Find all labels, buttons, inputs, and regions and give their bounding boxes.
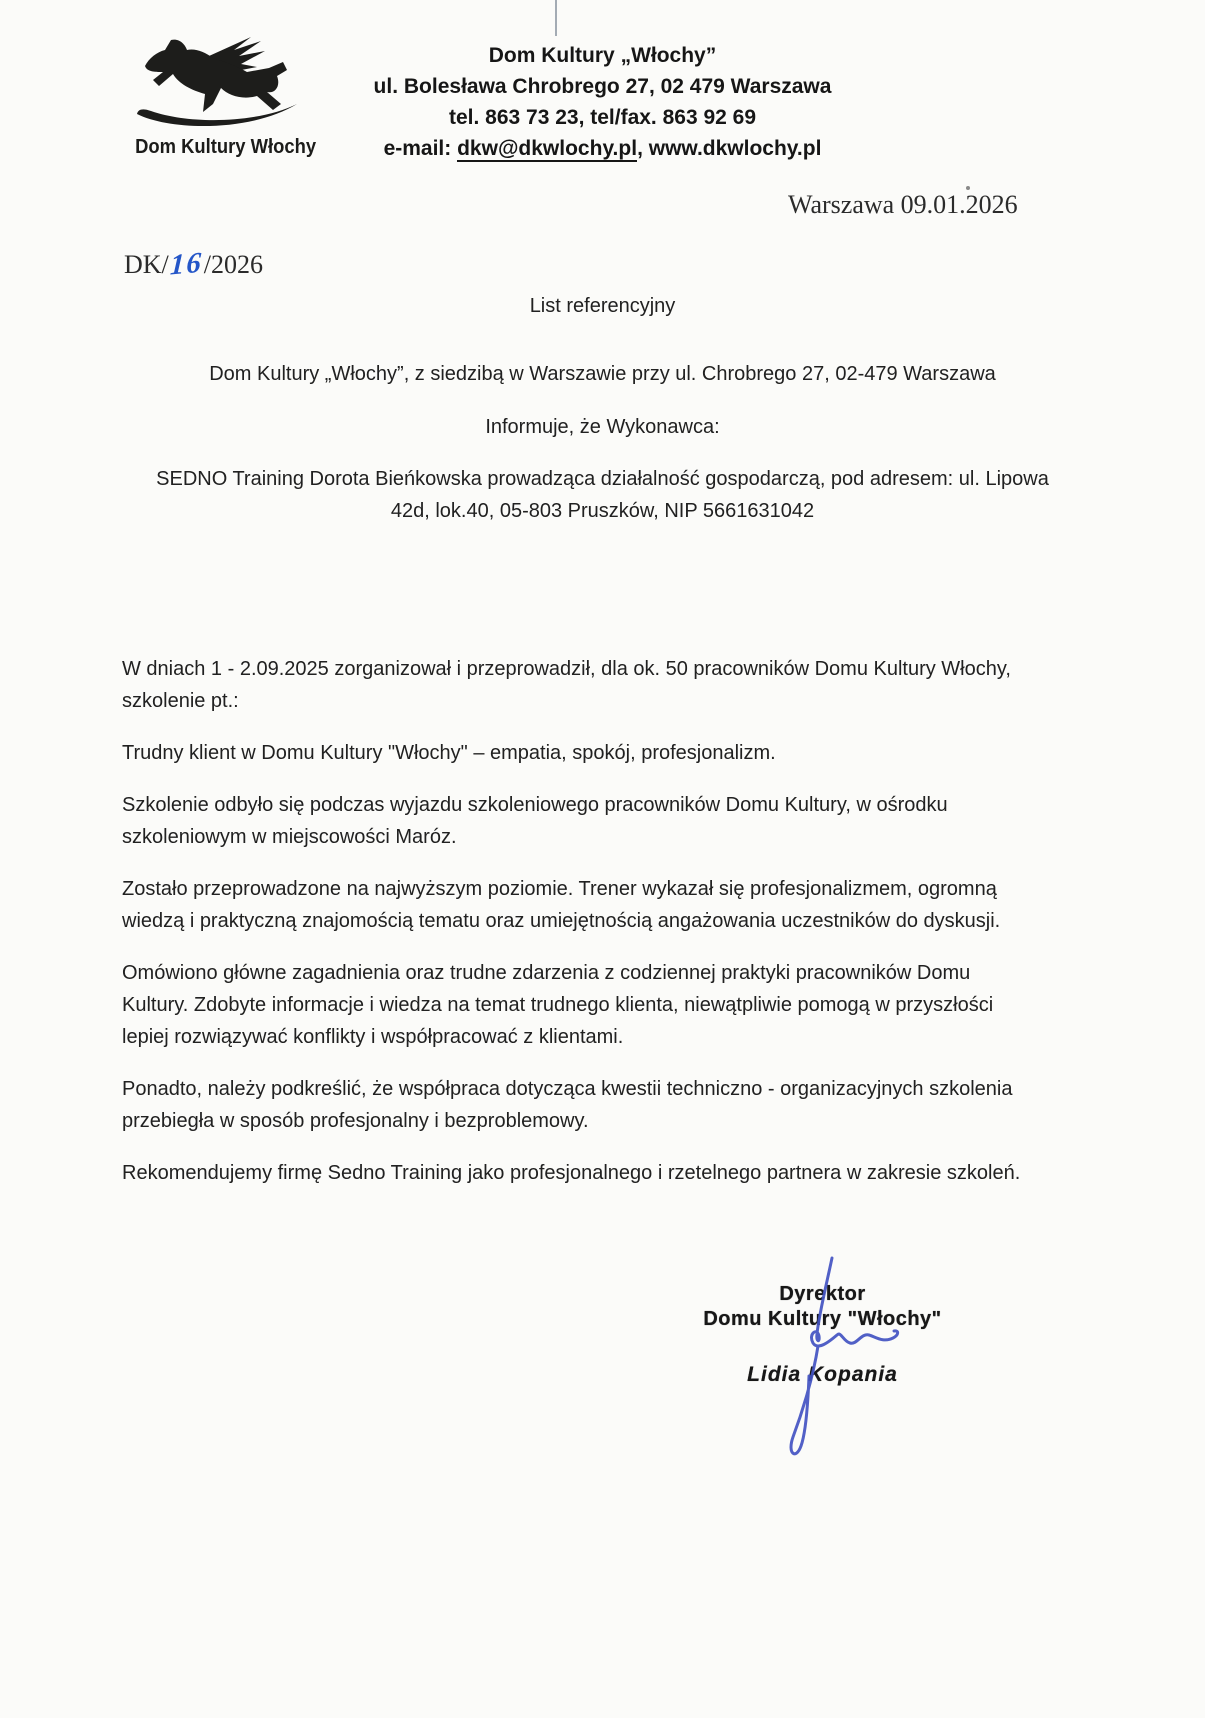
body-line: wiedzą i praktyczną znajomością tematu oraz umiejętnością angażowania uczestników do dyskusji.	[122, 910, 1001, 932]
intro-statement: Informuje, że Wykonawca:	[485, 416, 720, 438]
email-address: dkw@dkwlochy.pl	[457, 137, 638, 160]
intro-contractor-line: SEDNO Training Dorota Bieńkowska prowadząca działalność gospodarczą, pod adresem: ul. Lipowa	[156, 468, 1049, 490]
letter-body	[122, 653, 1082, 1209]
paragraph	[122, 1073, 1082, 1137]
paragraph	[122, 653, 1082, 717]
body-line: Ponadto, należy podkreślić, że współpraca dotycząca kwestii techniczno - organizacyjnych szkolenia	[122, 1078, 1013, 1100]
body-line: lepiej rozwiązywać konflikty i współpracować z klientami.	[122, 1026, 624, 1048]
signer-organization: Domu Kultury "Włochy"	[703, 1308, 942, 1330]
body-line: szkolenie pt.:	[122, 690, 239, 712]
logo-caption: Dom Kultury Włochy	[135, 136, 317, 158]
org-address: ul. Bolesława Chrobrego 27, 02 479 Warszawa	[373, 75, 832, 98]
letter-title: List referencyjny	[529, 295, 676, 317]
body-line: szkoleniowym w miejscowości Maróz.	[122, 826, 457, 848]
intro-contractor-line: 42d, lok.40, 05-803 Pruszków, NIP 5661631042	[390, 500, 815, 522]
reference-number	[124, 248, 263, 281]
handwritten-signature	[650, 1230, 1050, 1480]
intro-contractor	[0, 463, 1205, 527]
body-line: Szkolenie odbyło się podczas wyjazdu szkoleniowego pracowników Domu Kultury, w ośrodku	[122, 794, 948, 816]
body-line: W dniach 1 - 2.09.2025 zorganizował i przeprowadził, dla ok. 50 pracowników Domu Kultury Włochy,	[122, 658, 1011, 680]
body-line: Zostało przeprowadzone na najwyższym poziomie. Trener wykazał się profesjonalizmem, ogromną	[122, 878, 997, 900]
body-line: Kultury. Zdobyte informacje i wiedza na temat trudnego klienta, niewątpliwie pomogą w przyszłości	[122, 994, 994, 1016]
scan-fold-mark	[555, 0, 557, 36]
body-line: przebiegła w sposób profesjonalny i bezproblemowy.	[122, 1110, 589, 1132]
signer-role: Dyrektor	[779, 1283, 866, 1305]
signer-name: Lidia Kopania	[747, 1363, 898, 1386]
body-line: Trudny klient w Domu Kultury "Włochy" – empatia, spokój, profesjonalizm.	[122, 742, 776, 764]
letterhead-contact	[0, 40, 1205, 164]
ref-prefix: DK/	[124, 250, 169, 279]
body-line: Omówiono główne zagadnienia oraz trudne zdarzenia z codziennej praktyki pracowników Domu	[122, 962, 971, 984]
paragraph	[122, 737, 1082, 769]
ref-suffix: /2026	[203, 250, 264, 279]
ref-handwritten-number: 16	[169, 246, 204, 282]
org-phone: tel. 863 73 23, tel/fax. 863 92 69	[448, 106, 757, 129]
body-line: Rekomendujemy firmę Sedno Training jako profesjonalnego i rzetelnego partnera w zakresie szkoleń.	[122, 1162, 1021, 1184]
paragraph	[122, 789, 1082, 853]
paragraph	[122, 957, 1082, 1053]
org-email-line	[0, 133, 1205, 164]
paragraph	[122, 1157, 1082, 1189]
intro-issuer: Dom Kultury „Włochy”, z siedzibą w Warszawie przy ul. Chrobrego 27, 02-479 Warszawa	[209, 363, 996, 385]
website: , www.dkwlochy.pl	[637, 137, 822, 160]
place-date: Warszawa 09.01.2026	[788, 190, 1018, 219]
email-label: e-mail:	[383, 137, 458, 160]
org-name: Dom Kultury „Włochy”	[488, 44, 717, 67]
paragraph	[122, 873, 1082, 937]
